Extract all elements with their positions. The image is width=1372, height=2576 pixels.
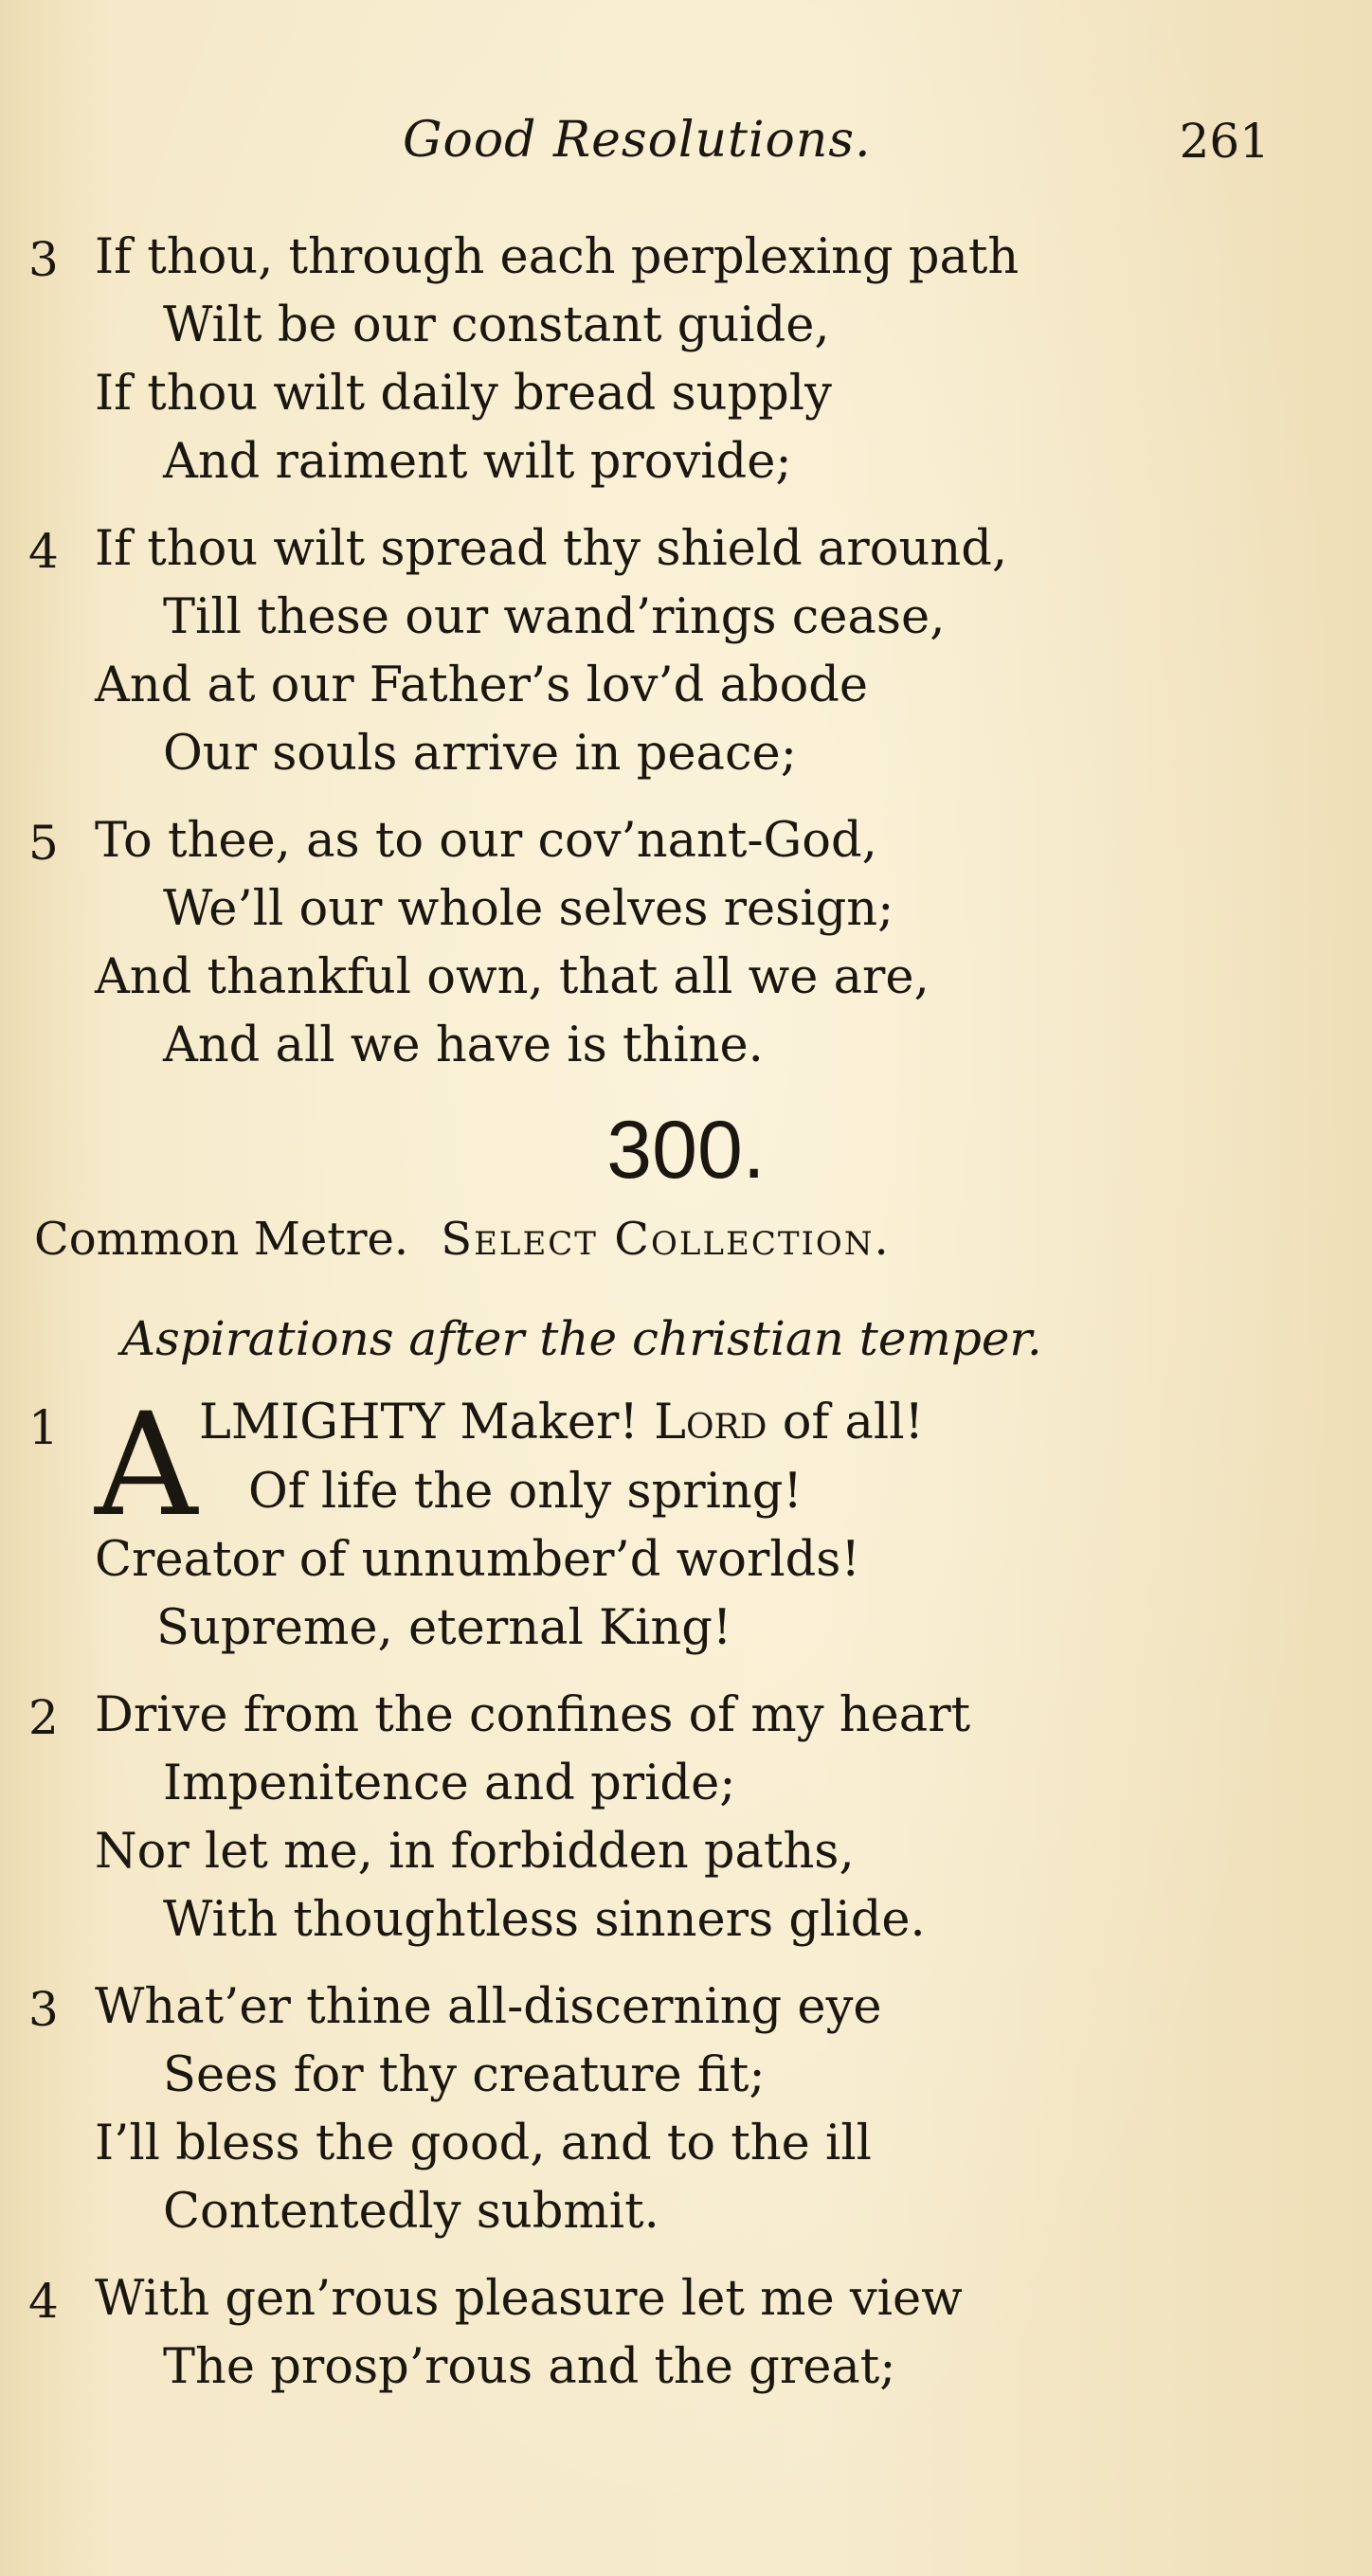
verse-line: Nor let me, in forbidden paths, [95, 1824, 855, 1880]
verse-line: We’ll our whole selves resign; [163, 881, 894, 937]
drop-cap: A [95, 1383, 198, 1548]
verse-line: If thou, through each perplexing path [95, 229, 1020, 285]
verse-number: 3 [28, 1982, 59, 2037]
verse-line: Our souls arrive in peace; [163, 726, 797, 782]
source-collection: Select Collection. [441, 1213, 891, 1266]
verse-line: Sees for thy creature fit; [163, 2047, 766, 2103]
verse-line: And thankful own, that all we are, [95, 949, 930, 1005]
hymn-metre-line [34, 1213, 891, 1266]
verse-number: 1 [28, 1400, 59, 1455]
verse-line: Of life the only spring! [248, 1464, 803, 1520]
verse-line: And raiment wilt provide; [163, 434, 792, 490]
verse-line [199, 1395, 924, 1450]
verse-line-text: LMIGHTY Maker! [199, 1395, 655, 1450]
verse-line: What’er thine all-discerning eye [95, 1979, 882, 2035]
metre: Common Metre. [34, 1213, 409, 1266]
verse-number: 5 [28, 816, 59, 871]
verse-line: Wilt be our constant guide, [163, 297, 830, 353]
verse-line: With thoughtless sinners glide. [163, 1892, 926, 1948]
verse-line: With gen’rous pleasure let me view [95, 2271, 963, 2327]
verse-line: To thee, as to our cov’nant-God, [95, 813, 877, 869]
verse-number: 4 [28, 2274, 59, 2329]
verse-line: Impenitence and pride; [163, 1756, 736, 1811]
verse-line: If thou wilt spread thy shield around, [95, 521, 1008, 577]
verse-line-text: of all! [767, 1395, 925, 1450]
verse-line: And at our Father’s lov’d abode [95, 658, 869, 713]
verse-line: I’ll bless the good, and to the ill [95, 2116, 872, 2171]
verse-number: 4 [28, 524, 59, 579]
verse-line: And all we have is thine. [163, 1018, 764, 1073]
verse-line: The prosp’rous and the great; [163, 2339, 896, 2395]
verse-line: Till these our wand’rings cease, [163, 589, 946, 645]
verse-number: 2 [28, 1690, 59, 1745]
hymn-subject: Aspirations after the christian temper. [121, 1311, 1042, 1366]
verse-line: Drive from the confines of my heart [95, 1687, 971, 1743]
lord-word: Lord [654, 1395, 767, 1450]
verse-line: Contentedly submit. [163, 2184, 659, 2240]
verse-number: 3 [28, 232, 59, 287]
verse-line: If thou wilt daily bread supply [95, 366, 832, 422]
page-number: 261 [1179, 114, 1270, 169]
verse-line: Creator of unnumber’d worlds! [95, 1532, 860, 1588]
verse-line: Supreme, eternal King! [156, 1600, 732, 1656]
hymn-number: 300. [606, 1105, 766, 1196]
running-title: Good Resolutions. [403, 112, 872, 169]
